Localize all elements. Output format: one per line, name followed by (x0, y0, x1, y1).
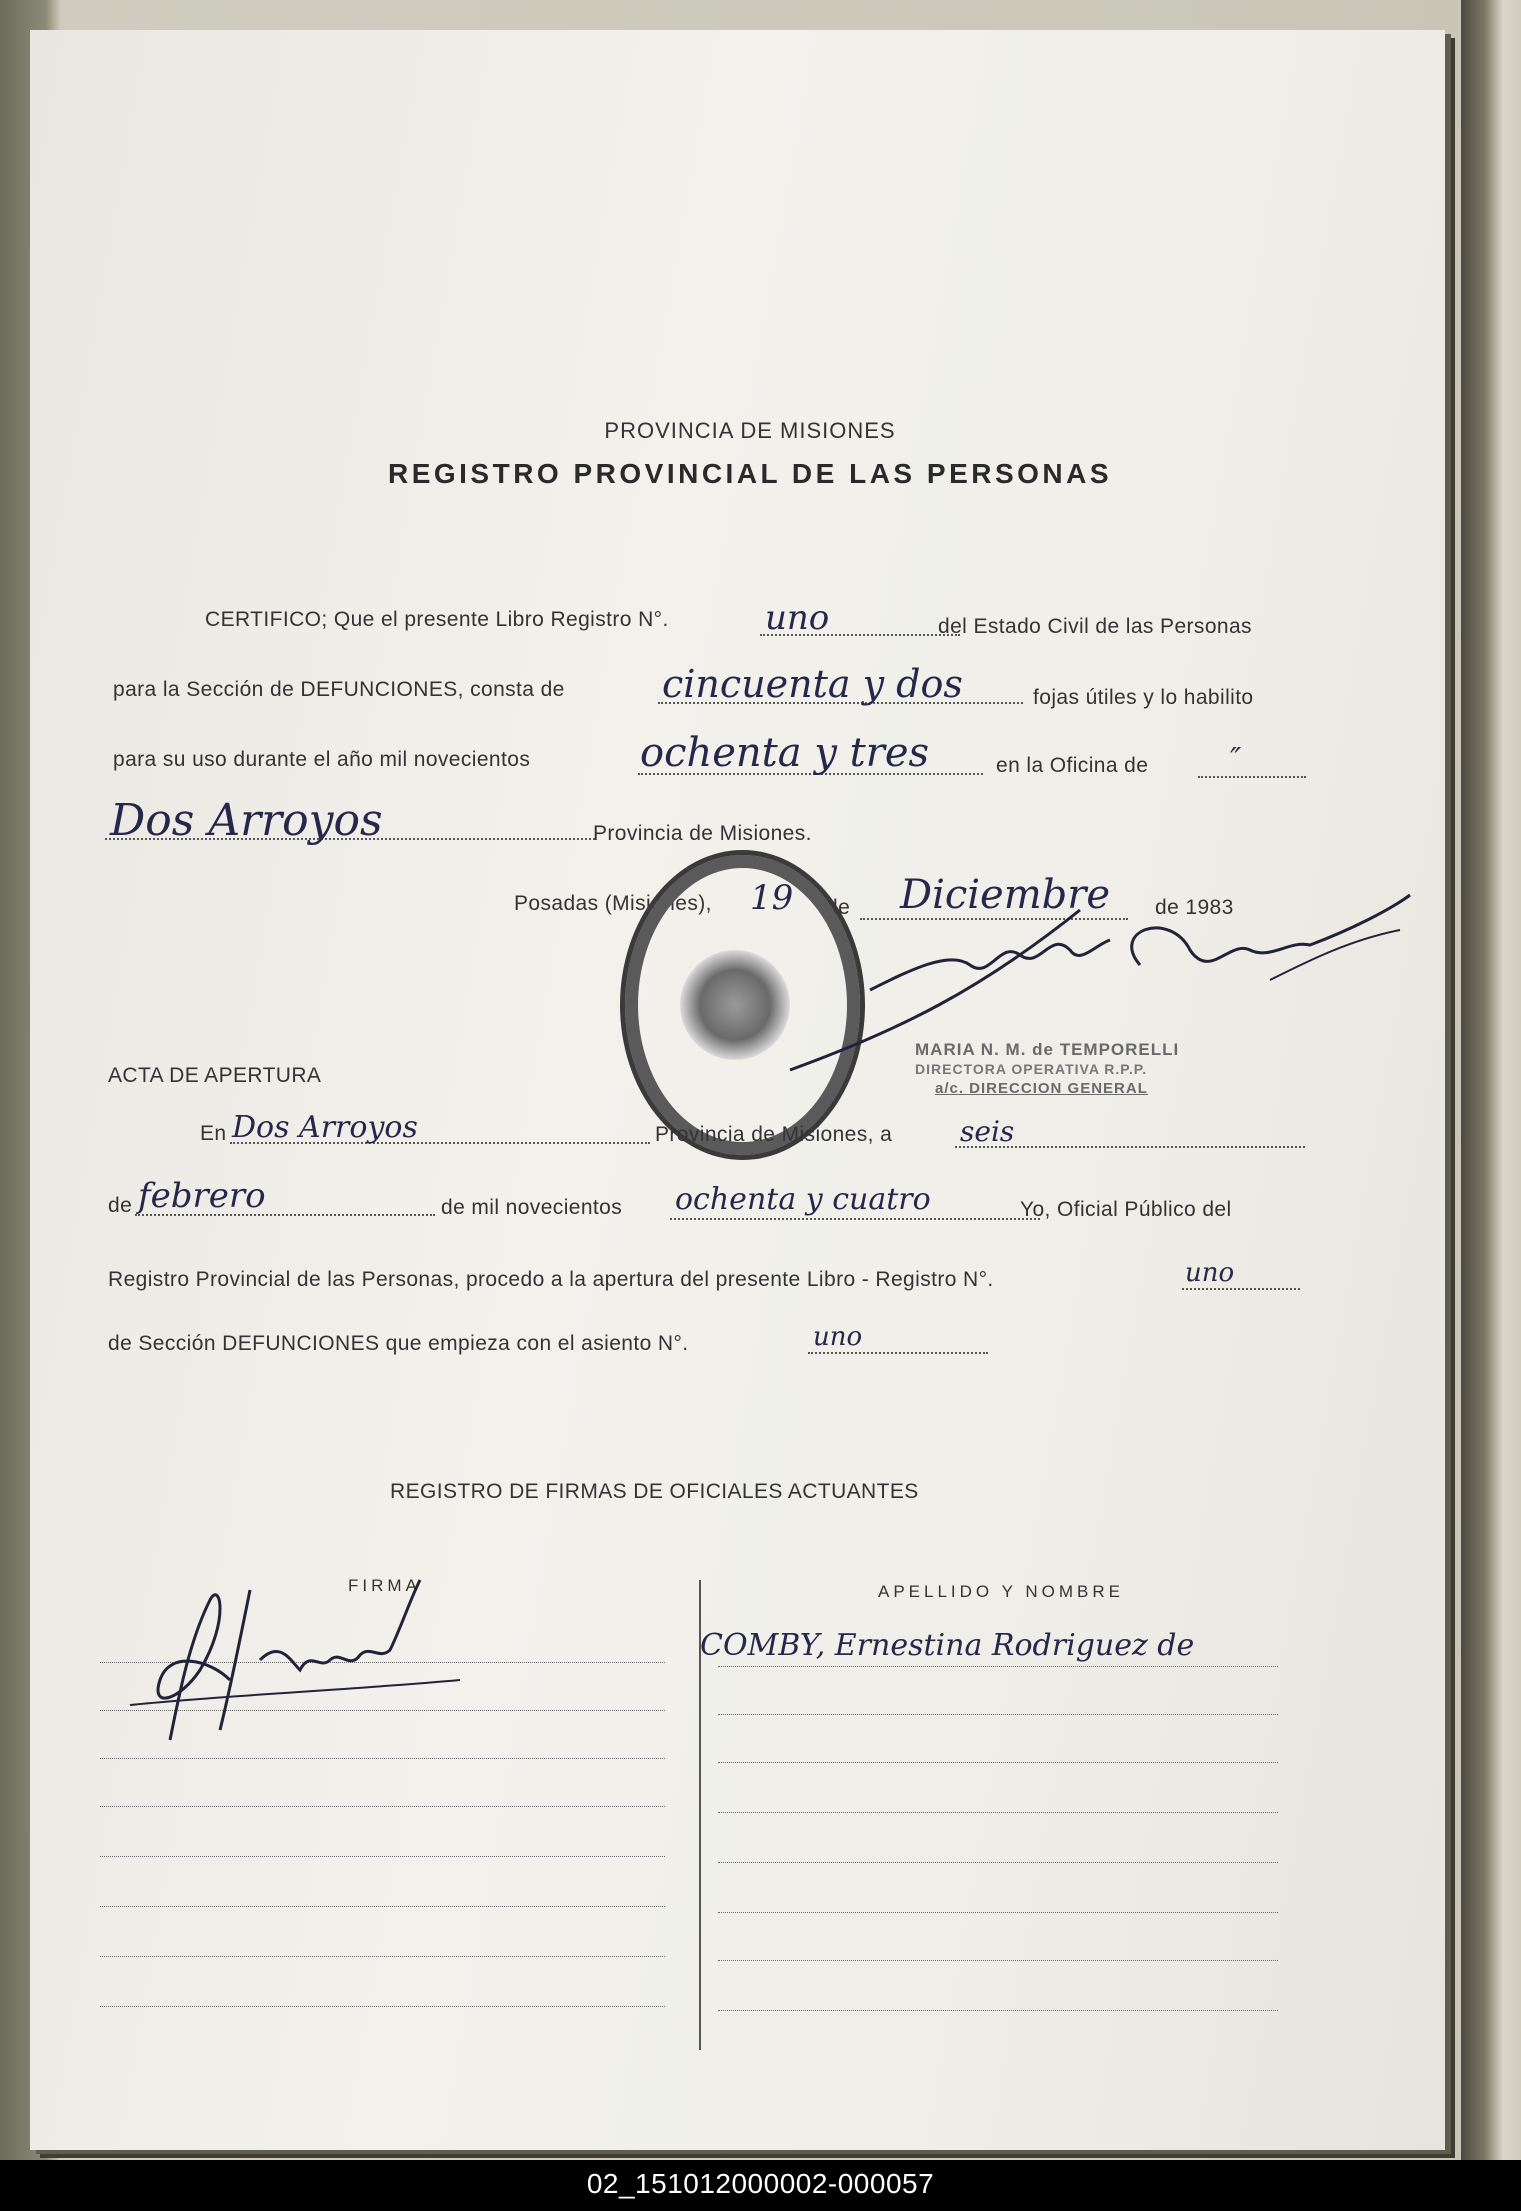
name-line (718, 1862, 1278, 1863)
opening-year-words: ochenta y cuatro (675, 1182, 931, 1217)
officer-dept: a/c. DIRECCION GENERAL (935, 1080, 1148, 1097)
cert-date-day: 19 (750, 878, 794, 918)
cert-line4-suffix: Provincia de Misiones. (593, 822, 812, 845)
opening-book-number: uno (1185, 1258, 1235, 1288)
cert-date-place: Posadas (Misiones), (514, 892, 712, 915)
signatures-title: REGISTRO DE FIRMAS DE OFICIALES ACTUANTES (390, 1480, 919, 1503)
cert-line1-prefix: CERTIFICO; Que el presente Libro Registro N°. (205, 608, 669, 631)
opening-province-text: Provincia de Misiones, a (655, 1123, 893, 1146)
official-signature (110, 1560, 530, 1760)
cert-date-year: de 1983 (1155, 896, 1234, 919)
cert-folios: cincuenta y dos (662, 662, 963, 706)
name-line (718, 1762, 1278, 1763)
name-line (718, 1714, 1278, 1715)
opening-entry-number: uno (813, 1322, 863, 1352)
name-line (718, 1912, 1278, 1913)
cert-ditto-mark: ″ (1230, 742, 1242, 777)
cert-line2-suffix: fojas útiles y lo habilito (1033, 686, 1254, 709)
document-page (30, 30, 1445, 2150)
firma-line (100, 1956, 665, 1957)
firma-line (100, 1806, 665, 1807)
cert-office: Dos Arroyos (110, 795, 383, 846)
name-line (718, 1960, 1278, 1961)
opening-entry-line (808, 1352, 988, 1354)
opening-month: febrero (138, 1176, 266, 1216)
document-id: 02_151012000002-000057 (586, 2168, 935, 2199)
firma-line (100, 1906, 665, 1907)
firma-line (100, 1856, 665, 1857)
firma-line (100, 2006, 665, 2007)
cert-date-de1: de (826, 896, 851, 919)
cert-line1-suffix: del Estado Civil de las Personas (938, 615, 1252, 638)
cert-line3-suffix: en la Oficina de (996, 754, 1149, 777)
opening-day: seis (960, 1115, 1015, 1148)
col-name: APELLIDO Y NOMBRE (878, 1582, 1124, 1601)
province-heading: PROVINCIA DE MISIONES (604, 418, 896, 443)
name-line (718, 1812, 1278, 1813)
opening-yo-text: Yo, Oficial Público del (1020, 1198, 1232, 1221)
registry-heading: REGISTRO PROVINCIAL DE LAS PERSONAS (387, 458, 1113, 489)
opening-year-line (670, 1218, 1040, 1220)
col-signature: FIRMA (348, 1576, 421, 1595)
opening-place: Dos Arroyos (232, 1110, 418, 1145)
name-line (718, 2010, 1278, 2011)
cert-year-words: ochenta y tres (640, 730, 930, 776)
officer-name: MARIA N. M. de TEMPORELLI (915, 1040, 1180, 1059)
office-line (1198, 776, 1306, 778)
signatory-name: COMBY, Ernestina Rodriguez de (700, 1628, 1195, 1663)
name-line (718, 1666, 1278, 1667)
cert-date-month: Diciembre (900, 872, 1111, 918)
opening-de: de (108, 1194, 133, 1217)
opening-title: ACTA DE APERTURA (108, 1064, 322, 1087)
cert-line3-prefix: para su uso durante el año mil novecientos (113, 748, 531, 771)
cert-line2-prefix: para la Sección de DEFUNCIONES, consta de (113, 678, 565, 701)
opening-line4: de Sección DEFUNCIONES que empieza con el asiento N°. (108, 1332, 689, 1355)
opening-line3: Registro Provincial de las Personas, procedo a la apertura del presente Libro - Registro N°. (108, 1268, 994, 1291)
opening-book-line (1182, 1288, 1300, 1290)
officer-title: DIRECTORA OPERATIVA R.P.P. (915, 1061, 1148, 1077)
opening-year-prefix: de mil novecientos (441, 1196, 623, 1219)
opening-en: En (200, 1122, 227, 1145)
cert-book-number: uno (765, 598, 830, 638)
